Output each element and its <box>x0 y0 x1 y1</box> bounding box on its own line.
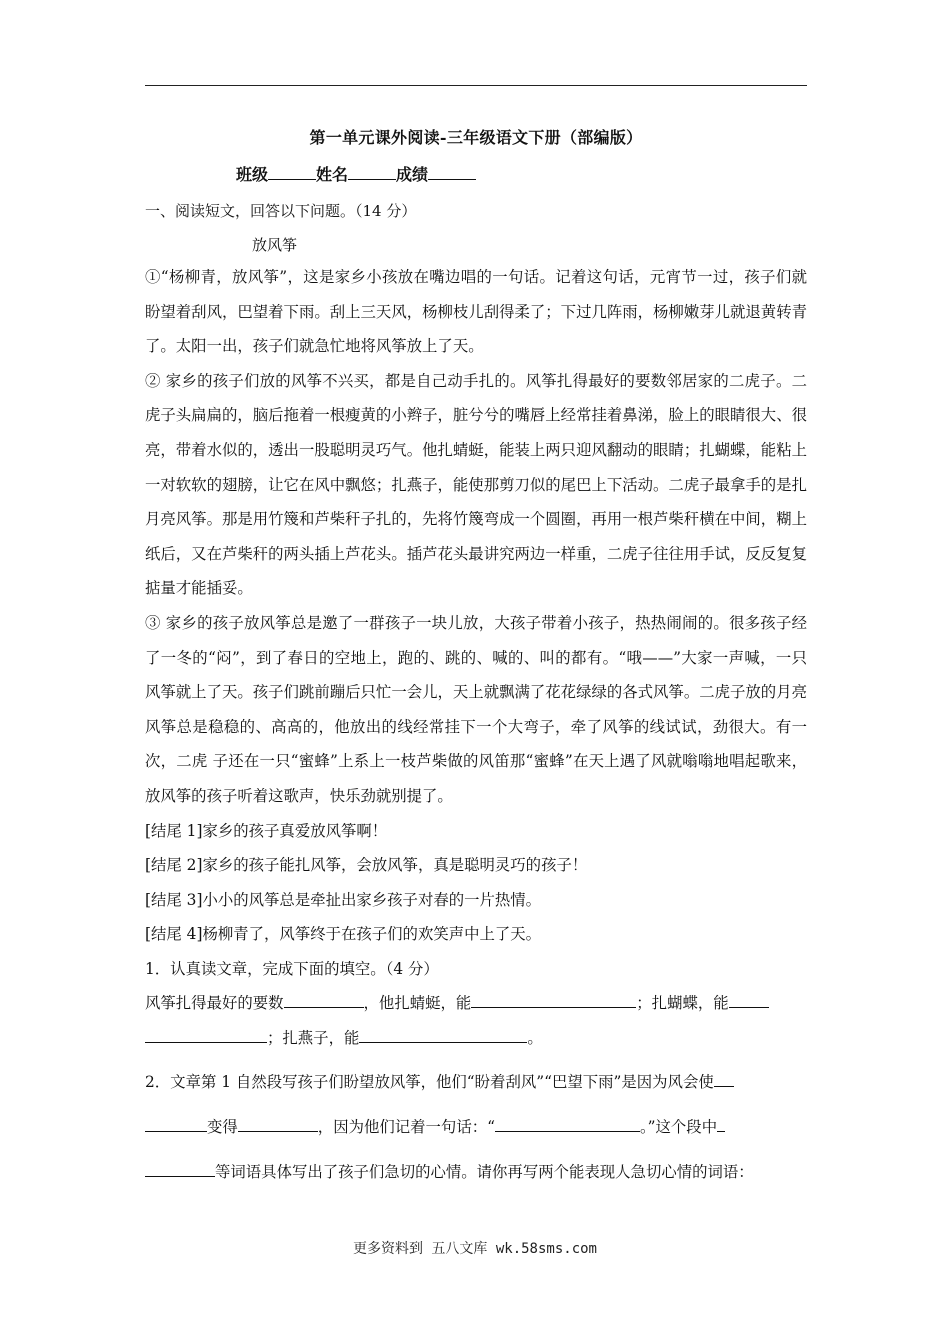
q2-blank-3[interactable] <box>495 1117 640 1132</box>
footer-text: 更多资料到 五八文库 wk.58sms.com <box>352 1241 597 1257</box>
score-blank[interactable] <box>428 165 476 180</box>
q1-text-d: ；扎燕子，能 <box>267 1029 360 1048</box>
ending-3: [结尾 3]小小的风筝总是牵扯出家乡孩子对春的一片热情。 <box>145 890 542 909</box>
question-2-body <box>145 1060 807 1195</box>
q2-text-a: 2．文章第 1 自然段写孩子们盼望放风筝，他们“盼着刮风”“巴望下雨”是因为风会使 <box>145 1072 714 1091</box>
q1-blank-3-cont[interactable] <box>145 1028 267 1043</box>
q1-blank-1[interactable] <box>284 993 364 1008</box>
q2-text-c: ，因为他们记着一句话：“ <box>317 1117 495 1136</box>
student-info-line <box>236 162 476 185</box>
q1-text-a: 风筝扎得最好的要数 <box>145 994 284 1013</box>
article-body <box>145 260 807 1195</box>
name-label: 姓名 <box>316 165 349 184</box>
class-blank[interactable] <box>268 165 316 180</box>
q2-blank-1[interactable] <box>714 1072 734 1087</box>
score-label: 成绩 <box>396 165 429 184</box>
q1-text-b: ，他扎蜻蜓，能 <box>363 994 472 1013</box>
question-1-body <box>145 986 807 1055</box>
top-rule <box>145 85 807 86</box>
paragraph-2: ② 家乡的孩子们放的风筝不兴买，都是自己动手扎的。风筝扎得最好的要数邻居家的二虎子。二虎子头扁扁的，脑后拖着一根瘦黄的小辫子，脏兮兮的嘴唇上经常挂着鼻涕，脸上的眼睛很大、很亮，带着水似的，透出一股聪明灵巧气。他扎蜻蜓，能装上两只迎风翻动的眼睛；扎蝴蝶，能粘上一对软软的翅膀，让它在风中飘悠；扎燕子，能使那剪刀似的尾巴上下活动。二虎子最拿手的是扎月亮风筝。那是用竹篾和芦柴秆子扎的，先将竹篾弯成一个圆圈，再用一根芦柴秆横在中间，糊上纸后，又在芦柴秆的两头插上芦花头。插芦花头最讲究两边一样重，二虎子往往用手试，反反复复掂量才能插妥。 <box>145 371 807 598</box>
q2-text-b: 变得 <box>207 1117 238 1136</box>
class-label: 班级 <box>236 165 269 184</box>
q2-blank-1-cont[interactable] <box>145 1117 207 1132</box>
q1-text-e: 。 <box>527 1029 543 1048</box>
ending-1: [结尾 1]家乡的孩子真爱放风筝啊！ <box>145 821 388 840</box>
name-blank[interactable] <box>348 165 396 180</box>
page-title: 第一单元课外阅读-三年级语文下册（部编版） <box>309 128 643 147</box>
question-1-title: 1．认真读文章，完成下面的填空。（4 分） <box>145 959 439 978</box>
paragraph-1: ①“杨柳青，放风筝”，这是家乡小孩放在嘴边唱的一句话。记着这句话，元宵节一过，孩子们就盼望着刮风，巴望着下雨。刮上三天风，杨柳枝儿刮得柔了；下过几阵雨，杨柳嫩芽儿就退黄转青了。太阳一出，孩子们就急忙地将风筝放上了天。 <box>145 268 807 356</box>
q1-blank-3[interactable] <box>729 993 769 1008</box>
q1-text-c: ；扎蝴蝶，能 <box>636 994 729 1013</box>
q1-blank-2[interactable] <box>471 993 636 1008</box>
q2-text-e: 等词语具体写出了孩子们急切的心情。请你再写两个能表现人急切心情的词语： <box>215 1162 754 1181</box>
section-heading: 一、阅读短文，回答以下问题。（14 分） <box>145 202 417 220</box>
article-title: 放风筝 <box>252 236 298 254</box>
q2-blank-2[interactable] <box>238 1117 318 1132</box>
ending-2: [结尾 2]家乡的孩子能扎风筝，会放风筝，真是聪明灵巧的孩子！ <box>145 856 588 875</box>
q1-blank-4[interactable] <box>359 1028 527 1043</box>
q2-blank-4[interactable] <box>717 1117 725 1132</box>
ending-4: [结尾 4]杨柳青了，风筝终于在孩子们的欢笑声中上了天。 <box>145 925 542 944</box>
q2-blank-4-cont[interactable] <box>145 1162 215 1177</box>
q2-text-d: 。”这个段中 <box>639 1117 718 1136</box>
paragraph-3: ③ 家乡的孩子放风筝总是邀了一群孩子一块儿放，大孩子带着小孩子，热热闹闹的。很多孩子经了一冬的“闷”，到了春日的空地上，跑的、跳的、喊的、叫的都有。“哦——”大家一声喊，一只风筝就上了天。孩子们跳前蹦后只忙一会儿，天上就飘满了花花绿绿的各式风筝。二虎子放的月亮风筝总是稳稳的、高高的，他放出的线经常挂下一个大弯子，牵了风筝的线试试，劲很大。有一次，二虎 子还在一只“蜜蜂”上系上一枝芦柴做的风笛那“蜜蜂”在天上遇了风就嗡嗡地唱起歌来，放风筝的孩子听着这歌声，快乐劲就别提了。 <box>145 613 807 805</box>
